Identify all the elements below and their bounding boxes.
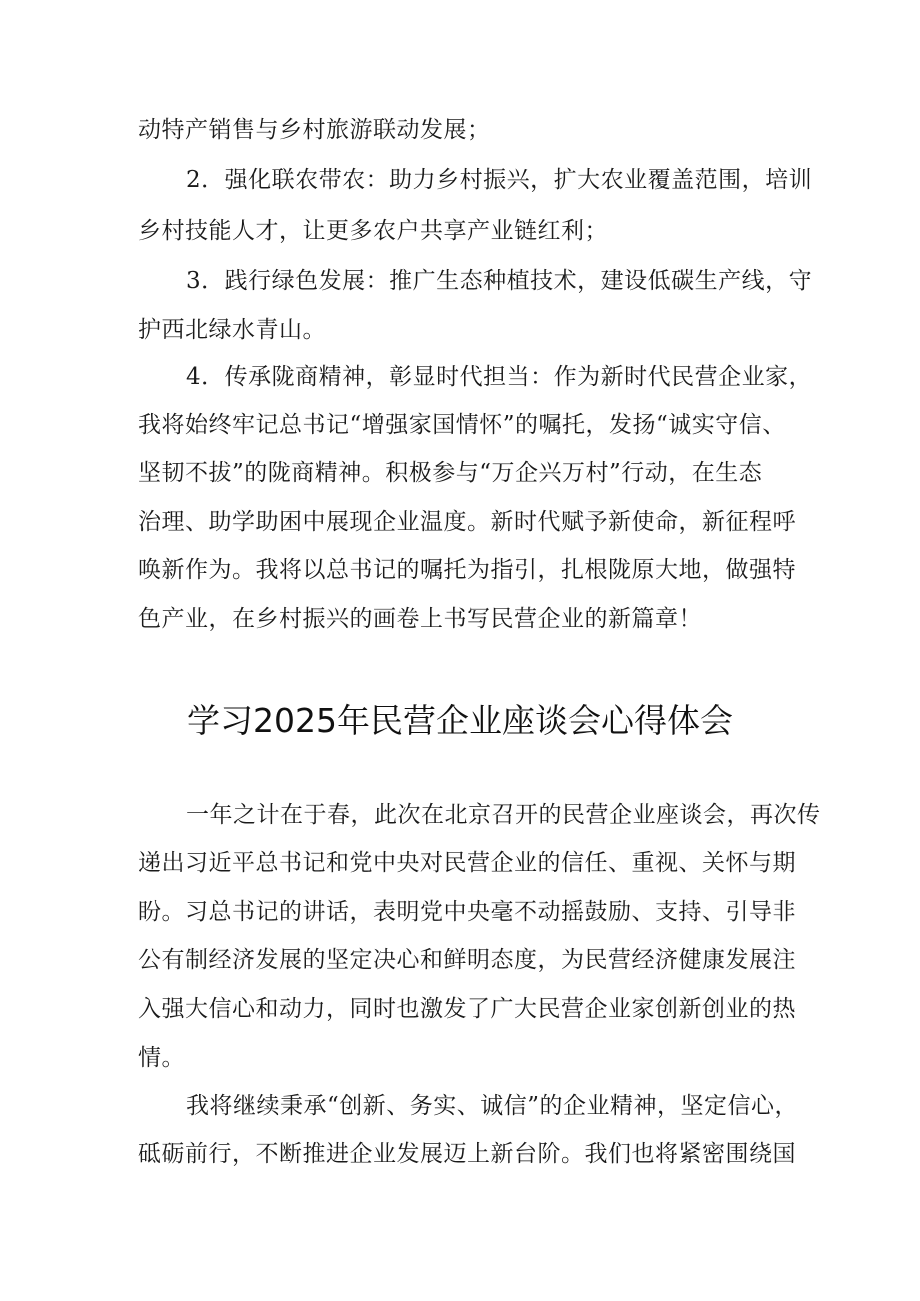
paragraph-line: 我将继续秉承“创新、务实、诚信”的企业精神，坚定信心， <box>186 1093 799 1119</box>
paragraph-line: 坚韧不拔”的陇商精神。积极参与“万企兴万村”行动，在生态 <box>138 460 763 486</box>
document-title: 学习2025年民营企业座谈会心得体会 <box>187 701 733 740</box>
paragraph-line: 护西北绿水青山。 <box>138 317 326 343</box>
paragraph-line: 盼。习总书记的讲话，表明党中央毫不动摇鼓励、支持、引导非 <box>138 899 796 925</box>
paragraph-line: 公有制经济发展的坚定决心和鲜明态度，为民营经济健康发展注 <box>138 947 796 973</box>
paragraph-line: 入强大信心和动力，同时也激发了广大民营企业家创新创业的热 <box>138 996 796 1022</box>
paragraph-line: 3．践行绿色发展：推广生态种植技术，建设低碳生产线，守 <box>186 268 813 294</box>
paragraph-line: 4．传承陇商精神，彰显时代担当：作为新时代民营企业家， <box>186 364 813 390</box>
paragraph-line: 治理、助学助困中展现企业温度。新时代赋予新使命，新征程呼 <box>138 509 796 535</box>
paragraph-line: 一年之计在于春，此次在北京召开的民营企业座谈会，再次传 <box>186 802 821 828</box>
paragraph-line: 动特产销售与乡村旅游联动发展； <box>138 117 491 143</box>
paragraph-line: 砥砺前行，不断推进企业发展迈上新台阶。我们也将紧密围绕国 <box>138 1141 796 1167</box>
paragraph-line: 我将始终牢记总书记“增强家国情怀”的嘱托，发扬“诚实守信、 <box>138 412 786 438</box>
paragraph-line: 情。 <box>138 1045 185 1071</box>
paragraph-line: 2．强化联农带农：助力乡村振兴，扩大农业覆盖范围，培训 <box>186 167 813 193</box>
paragraph-line: 乡村技能人才，让更多农户共享产业链红利； <box>138 218 608 244</box>
paragraph-line: 唤新作为。我将以总书记的嘱托为指引，扎根陇原大地，做强特 <box>138 557 796 583</box>
paragraph-line: 色产业，在乡村振兴的画卷上书写民营企业的新篇章！ <box>138 606 702 632</box>
paragraph-line: 递出习近平总书记和党中央对民营企业的信任、重视、关怀与期 <box>138 850 796 876</box>
